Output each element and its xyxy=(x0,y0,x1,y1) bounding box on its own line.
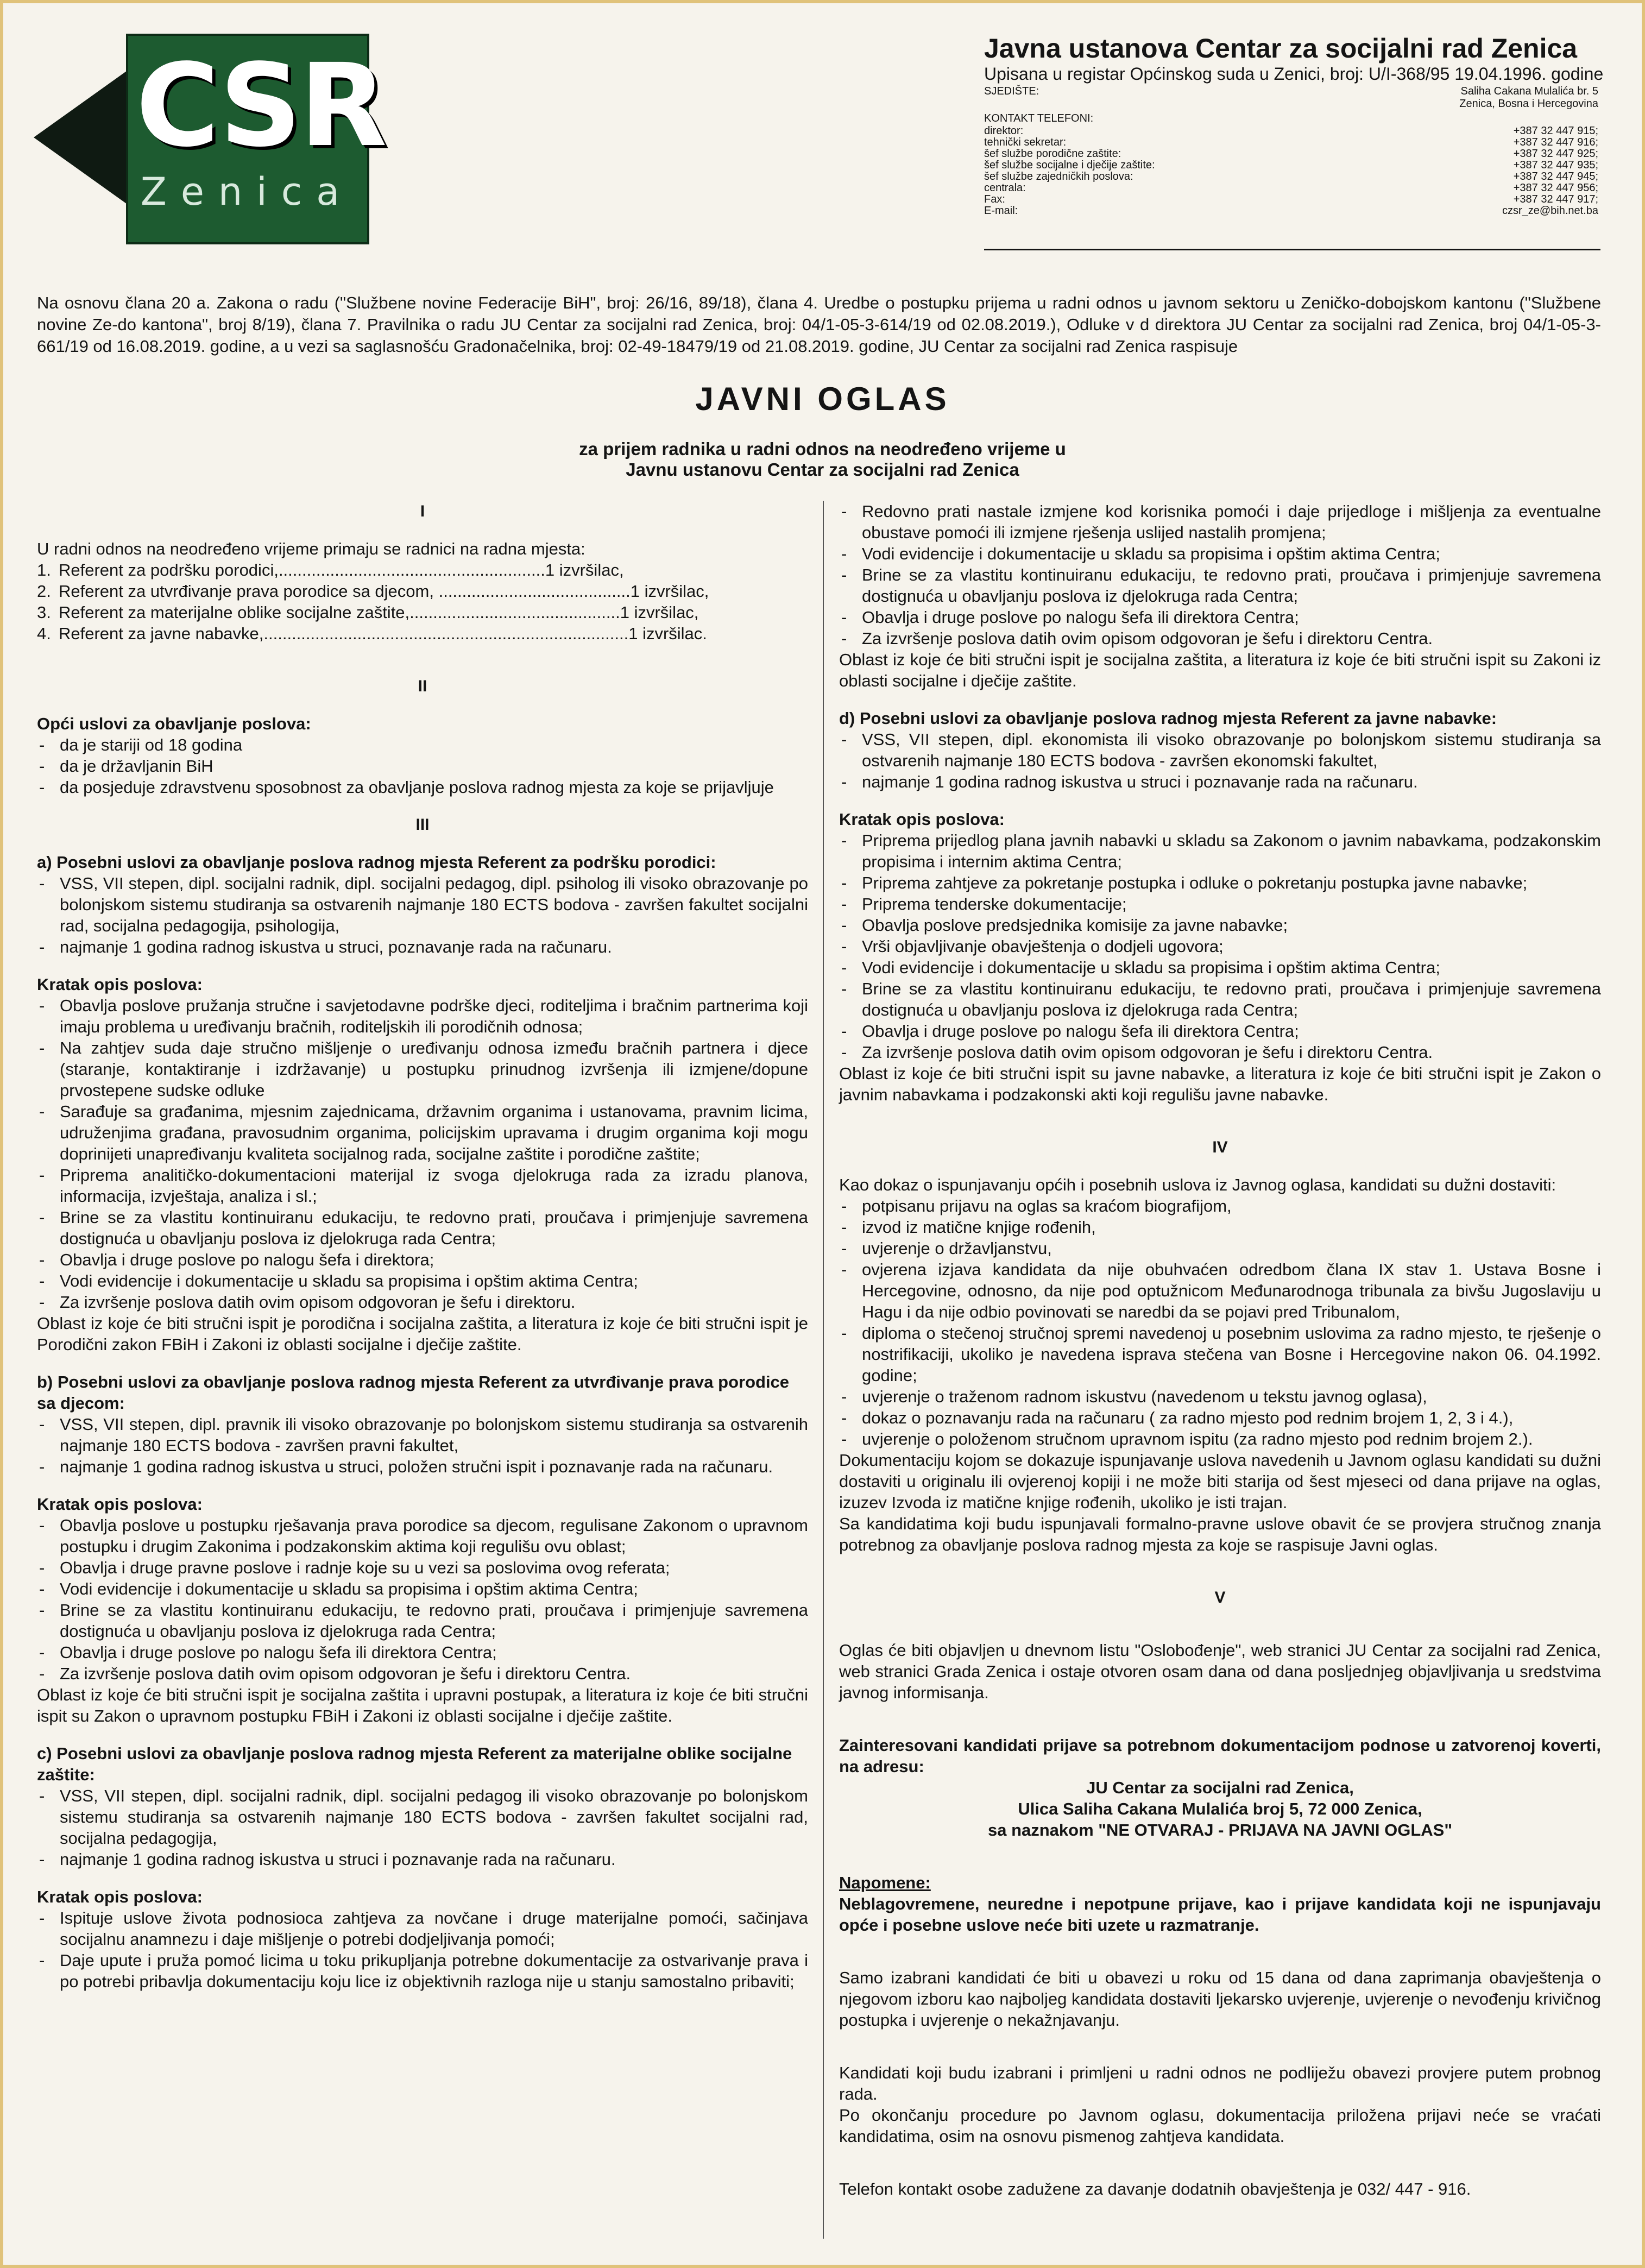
document-subtitle xyxy=(0,439,1645,480)
list-item: - da posjeduje zdravstvenu sposobnost za obavljanje poslova radnog mjesta za koje se prijavljuje xyxy=(37,777,808,798)
seat-label: SJEDIŠTE: xyxy=(984,85,1039,97)
contact-value[interactable]: czsr_ze@bih.net.ba xyxy=(1502,205,1598,217)
contact-role: tehnički sekretar: xyxy=(984,136,1067,148)
position-c-duties xyxy=(37,1907,808,1992)
list-item xyxy=(37,602,808,623)
subtitle-line-1: za prijem radnika u radni odnos na neodređeno vrijeme u xyxy=(579,439,1066,459)
note-probation: Kandidati koji budu izabrani i primljeni u radni odnos ne podliježu obavezi provjere putem probnog rada. xyxy=(839,2063,1601,2103)
position-c-requirements xyxy=(37,1785,808,1870)
section-number: IV xyxy=(1212,1138,1228,1156)
position-b-duties xyxy=(37,1515,808,1684)
list-item: - ovjerena izjava kandidata da nije obuhvaćen odredbom člana IX stav 1. Ustava Bosne i Hercegovine, odnosno, da nije pod optužnicom Međunarodnoga tribunala za bivšu Jugoslaviju u Hagu i da nije odbio povinovati se naredbi da se pojavi pred Tribunalom, xyxy=(839,1259,1601,1322)
list-item: - potpisanu prijavu na oglas sa kraćom biografijom, xyxy=(839,1195,1601,1217)
position-a-requirements xyxy=(37,873,808,957)
list-item: - Obavlja poslove predsjednika komisije za javne nabavke; xyxy=(839,915,1601,936)
list-item: - Vodi evidencije i dokumentacije u skladu sa propisima i opštim aktima Centra; xyxy=(839,543,1601,564)
note-medical: Samo izabrani kandidati će biti u obavezi u roku od 15 dana od dana zaprimanja obavještenja o njegovom izboru kao najboljeg kandidata dostaviti ljekarsko uvjerenje, uvjerenje o nevođenju krivičnog postupka i uvjerenje o nekažnjavanju. xyxy=(839,1968,1601,2030)
contact-role: direktor: xyxy=(984,125,1024,137)
list-item: - najmanje 1 godina radnog iskustva u struci, položen stručni ispit i poznavanje rada na računaru. xyxy=(37,1456,808,1477)
list-item: - Vodi evidencije i dokumentacije u skladu sa propisima i opštim aktima Centra; xyxy=(839,957,1601,978)
list-item xyxy=(37,559,808,581)
list-item: - Obavlja i druge pravne poslove i radnje koje su u vezi sa poslovima ovog referata; xyxy=(37,1557,808,1578)
position-b-exam: Oblast iz koje će biti stručni ispit je socijalna zaštita i upravni postupak, a literatura iz koje će biti stručni ispit su Zakon o upravnom postupku FBiH i Zakoni iz oblasti socijalne i dječije zaštite. xyxy=(37,1685,808,1725)
contact-value: +387 32 447 945; xyxy=(1513,171,1598,182)
institution-title: Javna ustanova Centar za socijalni rad Zenica xyxy=(984,33,1578,64)
contact-value: +387 32 447 925; xyxy=(1513,148,1598,160)
list-item: - VSS, VII stepen, dipl. pravnik ili visoko obrazovanje po bolonjskom sistemu studiranja sa ostvarenih najmanje 180 ECTS bodova - završen pravni fakultet, xyxy=(37,1414,808,1456)
list-item: - Brine se za vlastitu kontinuiranu edukaciju, te redovno prati, proučava i primjenjuje savremena dostignuća u obavljanju poslova iz djelokruga rada Centra; xyxy=(37,1207,808,1249)
position-b-heading: b) Posebni uslovi za obavljanje poslova radnog mjesta Referent za utvrđivanje prava porodice sa djecom: xyxy=(37,1372,790,1413)
intro-paragraph: Na osnovu člana 20 a. Zakona o radu ("Službene novine Federacije BiH", broj: 26/16, 89/18), člana 4. Uredbe o postupku prijema u radni odnos u javnom sektoru u Zeničko-dobojskom kantonu ("Službene novine Ze-do kantona", broj 8/19), člana 7. Pravilnika o radu JU Centar za socijalni rad Zenica, broj: 04/1-05-3-614/19 od 02.08.2019.), Odluke v d direktora JU Centar za socijalni rad Zenica, broj 04/1-05-3-661/19 od 16.08.2019. godine, a u vezi sa saglasnošću Gradonačelnika, broj: 02-49-18479/19 od 21.08.2019. godine, JU Centar za socijalni rad Zenica raspisuje xyxy=(37,293,1601,356)
list-item: - Vrši objavljivanje obavještenja o dodjeli ugovora; xyxy=(839,936,1601,957)
list-item: - Obavlja poslove pružanja stručne i savjetodavne podrške djeci, roditeljima i bračnim partnerima koji imaju problema u uređivanju bračnih, roditeljskih ili porodičnih odnosa; xyxy=(37,995,808,1037)
position-d-duties xyxy=(839,830,1601,1063)
contact-role: E-mail: xyxy=(984,205,1018,217)
list-item xyxy=(37,581,808,602)
documents-note: Dokumentaciju kojom se dokazuje ispunjavanje uslova navedenih u Javnom oglasu kandidati su dužni dostaviti u originalu ili ovjerenoj kopiji i ne može biti starija od šest mjeseci od dana prijave na oglas, izuzev Izvoda iz matične knjige rođenih, ukoliko je isti trajan. xyxy=(839,1451,1601,1512)
item-text: Referent za materijalne oblike socijalne zaštite,.............................................1 izvršilac, xyxy=(59,603,699,622)
general-conditions-list xyxy=(37,734,808,798)
list-item: - Obavlja i druge poslove po nalogu šefa i direktora; xyxy=(37,1249,808,1270)
list-item: - Priprema tenderske dokumentacije; xyxy=(839,893,1601,915)
position-d-heading: d) Posebni uslovi za obavljanje poslova radnog mjesta Referent za javne nabavke: xyxy=(839,709,1497,728)
item-text: Referent za javne nabavke,..............................................................................1 izvršilac. xyxy=(59,624,707,643)
item-number: 1. xyxy=(37,560,51,579)
list-item: - uvjerenje o državljanstvu, xyxy=(839,1238,1601,1259)
item-text: Referent za utvrđivanje prava porodice sa djecom, .........................................1 izvršilac, xyxy=(59,582,709,601)
position-b-requirements xyxy=(37,1414,808,1477)
list-item: - Za izvršenje poslova datih ovim opisom odgovoran je šefu i direktoru Centra. xyxy=(37,1663,808,1684)
list-item: - dokaz o poznavanju rada na računaru ( za radno mjesto pod rednim brojem 1, 2, 3 i 4.), xyxy=(839,1407,1601,1428)
address-line-2: Zenica, Bosna i Hercegovina xyxy=(1459,98,1598,110)
document-title: JAVNI OGLAS xyxy=(695,381,950,417)
list-item: - Brine se za vlastitu kontinuiranu edukaciju, te redovno prati, proučava i primjenjuje savremena dostignuća u obavljanju poslova iz djelokruga rada Centra; xyxy=(839,564,1601,607)
section-number: V xyxy=(1214,1589,1226,1606)
contact-role: Fax: xyxy=(984,193,1005,205)
list-item: - Priprema prijedlog plana javnih nabavki u skladu sa Zakonom o javnim nabavkama, podzakonskim propisima i internim aktima Centra; xyxy=(839,830,1601,872)
duties-heading: Kratak opis poslova: xyxy=(37,1887,203,1906)
position-d-exam: Oblast iz koje će biti stručni ispit su javne nabavke, a literatura iz koje će biti stručni ispit je Zakon o javnim nabavkama i podzakonski akti koji regulišu javne nabavke. xyxy=(839,1064,1601,1104)
list-item: - diploma o stečenoj stručnoj spremi navedenoj u posebnim uslovima za radno mjesto, te rješenje o nostrifikaciji, ukoliko je navedena isprava stečena van Bosne i Hercegovine nakon 06. 04.1992. godine; xyxy=(839,1322,1601,1386)
knowledge-check-note: Sa kandidatima koji budu ispunjavali formalno-pravne uslove obavit će se provjera stručnog znanja potrebnog za obavljanje poslova radnog mjesta za koje se raspisuje Javni oglas. xyxy=(839,1514,1601,1554)
documents-list xyxy=(839,1195,1601,1450)
column-divider xyxy=(823,501,824,2239)
position-a-exam: Oblast iz koje će biti stručni ispit je porodična i socijalna zaštita, a literatura iz koje će biti stručni ispit je Porodični zakon FBiH i Zakoni iz oblasti socijalne i dječije zaštite. xyxy=(37,1314,808,1354)
address-line-1: Saliha Cakana Mulalića br. 5 xyxy=(1460,85,1598,97)
logo-subtext: Zenica xyxy=(140,169,354,214)
list-item: - Za izvršenje poslova datih ovim opisom odgovoran je šefu i direktoru Centra. xyxy=(839,1042,1601,1063)
right-column xyxy=(839,501,1601,2200)
address-line-1: JU Centar za socijalni rad Zenica, xyxy=(1086,1778,1354,1797)
contact-value: +387 32 447 956; xyxy=(1513,182,1598,194)
contact-value: +387 32 447 916; xyxy=(1513,136,1598,148)
logo-text: CSR xyxy=(136,39,385,172)
list-item: - VSS, VII stepen, dipl. socijalni radnik, dipl. socijalni pedagog ili visoko obrazovanje po bolonjskom sistemu studiranja sa ostvarenih najmanje 180 ECTS bodova - završen fakultet socijalni rad, socijalna pedagogija, xyxy=(37,1785,808,1849)
list-item: - Obavlja i druge poslove po nalogu šefa ili direktora Centra; xyxy=(839,1020,1601,1042)
section-number: II xyxy=(418,677,427,695)
list-item: - da je državljanin BiH xyxy=(37,755,808,777)
position-c-duties-continued xyxy=(839,501,1601,649)
registration-line: Upisana u registar Općinskog suda u Zenici, broj: U/I-368/95 19.04.1996. godine xyxy=(984,64,1604,84)
publication-note: Oglas će biti objavljen u dnevnom listu "Oslobođenje", web stranici JU Centar za socijalni rad Zenica, web stranici Grada Zenica i ostaje otvoren osam dana od dana posljednjeg objavljivanja u sredstvima javnog informisanja. xyxy=(839,1641,1601,1702)
list-item: - da je stariji od 18 godina xyxy=(37,734,808,755)
position-c-exam: Oblast iz koje će biti stručni ispit je socijalna zaštita, a literatura iz koje će biti stručni ispit su Zakoni iz oblasti socijalne i dječije zaštite. xyxy=(839,650,1601,690)
contact-value: +387 32 447 935; xyxy=(1513,159,1598,171)
contact-phone: Telefon kontakt osobe zadužene za davanje dodatnih obavještenja je 032/ 447 - 916. xyxy=(839,2179,1471,2198)
contact-role: šef službe zajedničkih poslova: xyxy=(984,171,1133,182)
contact-role: šef službe socijalne i dječije zaštite: xyxy=(984,159,1155,171)
item-number: 2. xyxy=(37,582,51,601)
list-item: - uvjerenje o traženom radnom iskustvu (navedenom u tekstu javnog oglasa), xyxy=(839,1386,1601,1407)
contact-role: centrala: xyxy=(984,182,1026,194)
list-item: - Priprema zahtjeve za pokretanje postupka i odluke o pokretanju postupka javne nabavke; xyxy=(839,872,1601,893)
list-item: - Na zahtjev suda daje stručno mišljenje o uređivanju odnosa između bračnih partnera i djece (staranje, kontaktiranje i izdržavanje) u postupku prinudnog izvršenja ili izmjene/dopune prvostepene sudske odluke xyxy=(37,1037,808,1101)
positions-list xyxy=(37,559,808,644)
list-item: - Sarađuje sa građanima, mjesnim zajednicama, državnim organima i ustanovama, pravnim licima, udruženjima građana, pravosudnim organima, policijskim upravama i drugim organima koji mogu doprinijeti unapređivanju kvaliteta socijalnog rada, socijalne zaštite i porodične zaštite; xyxy=(37,1101,808,1164)
documents-lead: Kao dokaz o ispunjavanju općih i posebnih uslova iz Javnog oglasa, kandidati su dužni dostaviti: xyxy=(839,1175,1556,1194)
contact-value: +387 32 447 917; xyxy=(1513,193,1598,205)
item-text: Referent za podršku porodici,.........................................................1 izvršilac, xyxy=(59,560,624,579)
section-number: III xyxy=(415,816,430,834)
notes-heading: Napomene: xyxy=(839,1873,931,1892)
list-item: - Ispituje uslove života podnosioca zahtjeva za novčane i druge materijalne pomoći, sačinjava socijalnu anamnezu i daje mišljenje o potrebi dodjeljivanja pomoći; xyxy=(37,1907,808,1950)
list-item: - Obavlja i druge poslove po nalogu šefa ili direktora Centra; xyxy=(37,1642,808,1663)
list-item: - izvod iz matične knjige rođenih, xyxy=(839,1217,1601,1238)
header-rule xyxy=(984,249,1600,250)
position-c-heading: c) Posebni uslovi za obavljanje poslova radnog mjesta Referent za materijalne oblike socijalne zaštite: xyxy=(37,1744,792,1784)
duties-heading: Kratak opis poslova: xyxy=(839,810,1005,829)
list-item: - Vodi evidencije i dokumentacije u skladu sa propisima i opštim aktima Centra; xyxy=(37,1270,808,1292)
item-number: 4. xyxy=(37,624,51,643)
position-d-requirements xyxy=(839,729,1601,792)
list-item: - Redovno prati nastale izmjene kod korisnika pomoći i daje prijedloge i mišljenja za eventualne obustave pomoći ili izmjene rješenja uslijed nastalih promjena; xyxy=(839,501,1601,543)
position-a-heading: a) Posebni uslovi za obavljanje poslova radnog mjesta Referent za podršku porodici: xyxy=(37,853,716,872)
subtitle-line-2: Javnu ustanovu Centar za socijalni rad Zenica xyxy=(626,459,1019,480)
general-conditions-heading: Opći uslovi za obavljanje poslova: xyxy=(37,714,311,733)
contact-value: +387 32 447 915; xyxy=(1513,125,1598,137)
position-a-duties xyxy=(37,995,808,1313)
address-line-3: sa naznakom "NE OTVARAJ - PRIJAVA NA JAVNI OGLAS" xyxy=(987,1820,1453,1839)
list-item: - Vodi evidencije i dokumentacije u skladu sa propisima i opštim aktima Centra; xyxy=(37,1578,808,1599)
list-item xyxy=(37,623,808,644)
note-documents-return: Po okončanju procedure po Javnom oglasu, dokumentacija priložena prijavi neće se vraćati kandidatima, osim na osnovu pismenog zahtjeva kandidata. xyxy=(839,2106,1601,2146)
positions-lead: U radni odnos na neodređeno vrijeme primaju se radnici na radna mjesta: xyxy=(37,539,585,558)
list-item: - Obavlja i druge poslove po nalogu šefa ili direktora Centra; xyxy=(839,607,1601,628)
section-number: I xyxy=(420,502,425,520)
submission-note: Zainteresovani kandidati prijave sa potrebnom dokumentacijom podnose u zatvorenoj koverti, na adresu: xyxy=(839,1736,1601,1776)
list-item: - najmanje 1 godina radnog iskustva u struci i poznavanje rada na računaru. xyxy=(839,771,1601,792)
item-number: 3. xyxy=(37,603,51,622)
list-item: - najmanje 1 godina radnog iskustva u struci i poznavanje rada na računaru. xyxy=(37,1849,808,1870)
list-item: - VSS, VII stepen, dipl. socijalni radnik, dipl. socijalni pedagog, dipl. psiholog ili visoko obrazovanje po bolonjskom sistemu studiranja sa ostvarenih najmanje 180 ECTS bodova - završen fakultet socijalni rad, socijalna pedagogija, psihologija, xyxy=(37,873,808,936)
list-item: - Brine se za vlastitu kontinuiranu edukaciju, te redovno prati, proučava i primjenjuje savremena dostignuća u obavljanju poslova iz djelokruga rada Centra; xyxy=(839,978,1601,1020)
list-item: - uvjerenje o položenom stručnom upravnom ispitu (za radno mjesto pod rednim brojem 2.). xyxy=(839,1428,1601,1450)
duties-heading: Kratak opis poslova: xyxy=(37,975,203,994)
notes-bold: Neblagovremene, neuredne i nepotpune prijave, kao i prijave kandidata koji ne ispunjavaju opće i posebne uslove neće biti uzete u razmatranje. xyxy=(839,1894,1601,1935)
list-item: - najmanje 1 godina radnog iskustva u struci, poznavanje rada na računaru. xyxy=(37,936,808,957)
duties-heading: Kratak opis poslova: xyxy=(37,1495,203,1514)
logo-triangle xyxy=(34,70,129,205)
contact-role: šef službe porodične zaštite: xyxy=(984,148,1121,160)
list-item: - Za izvršenje poslova datih ovim opisom odgovoran je šefu i direktoru Centra. xyxy=(839,628,1601,649)
left-column xyxy=(37,501,808,1992)
address-line-2: Ulica Saliha Cakana Mulalića broj 5, 72 000 Zenica, xyxy=(1018,1799,1422,1818)
contacts-label: KONTAKT TELEFONI: xyxy=(984,112,1094,124)
list-item: - VSS, VII stepen, dipl. ekonomista ili visoko obrazovanje po bolonjskom sistemu studiranja sa ostvarenih najmanje 180 ECTS bodova - završen ekonomski fakultet, xyxy=(839,729,1601,771)
list-item: - Za izvršenje poslova datih ovim opisom odgovoran je šefu i direktoru. xyxy=(37,1292,808,1313)
list-item: - Priprema analitičko-dokumentacioni materijal iz svoga djelokruga rada za izradu planova, informacija, izvještaja, analiza i sl.; xyxy=(37,1164,808,1207)
list-item: - Obavlja poslove u postupku rješavanja prava porodice sa djecom, regulisane Zakonom o upravnom postupku i drugim Zakonima i podzakonskim aktima koji regulišu ovu oblast; xyxy=(37,1515,808,1557)
list-item: - Brine se za vlastitu kontinuiranu edukaciju, te redovno prati, proučava i primjenjuje savremena dostignuća u obavljanju poslova iz djelokruga rada Centra; xyxy=(37,1599,808,1642)
list-item: - Daje upute i pruža pomoć licima u toku prikupljanja potrebne dokumentacije za ostvarivanje prava i po potrebi pribavlja dokumentaciju koju lice iz objektivnih razloga nije u stanju samostalno pribaviti; xyxy=(37,1950,808,1992)
